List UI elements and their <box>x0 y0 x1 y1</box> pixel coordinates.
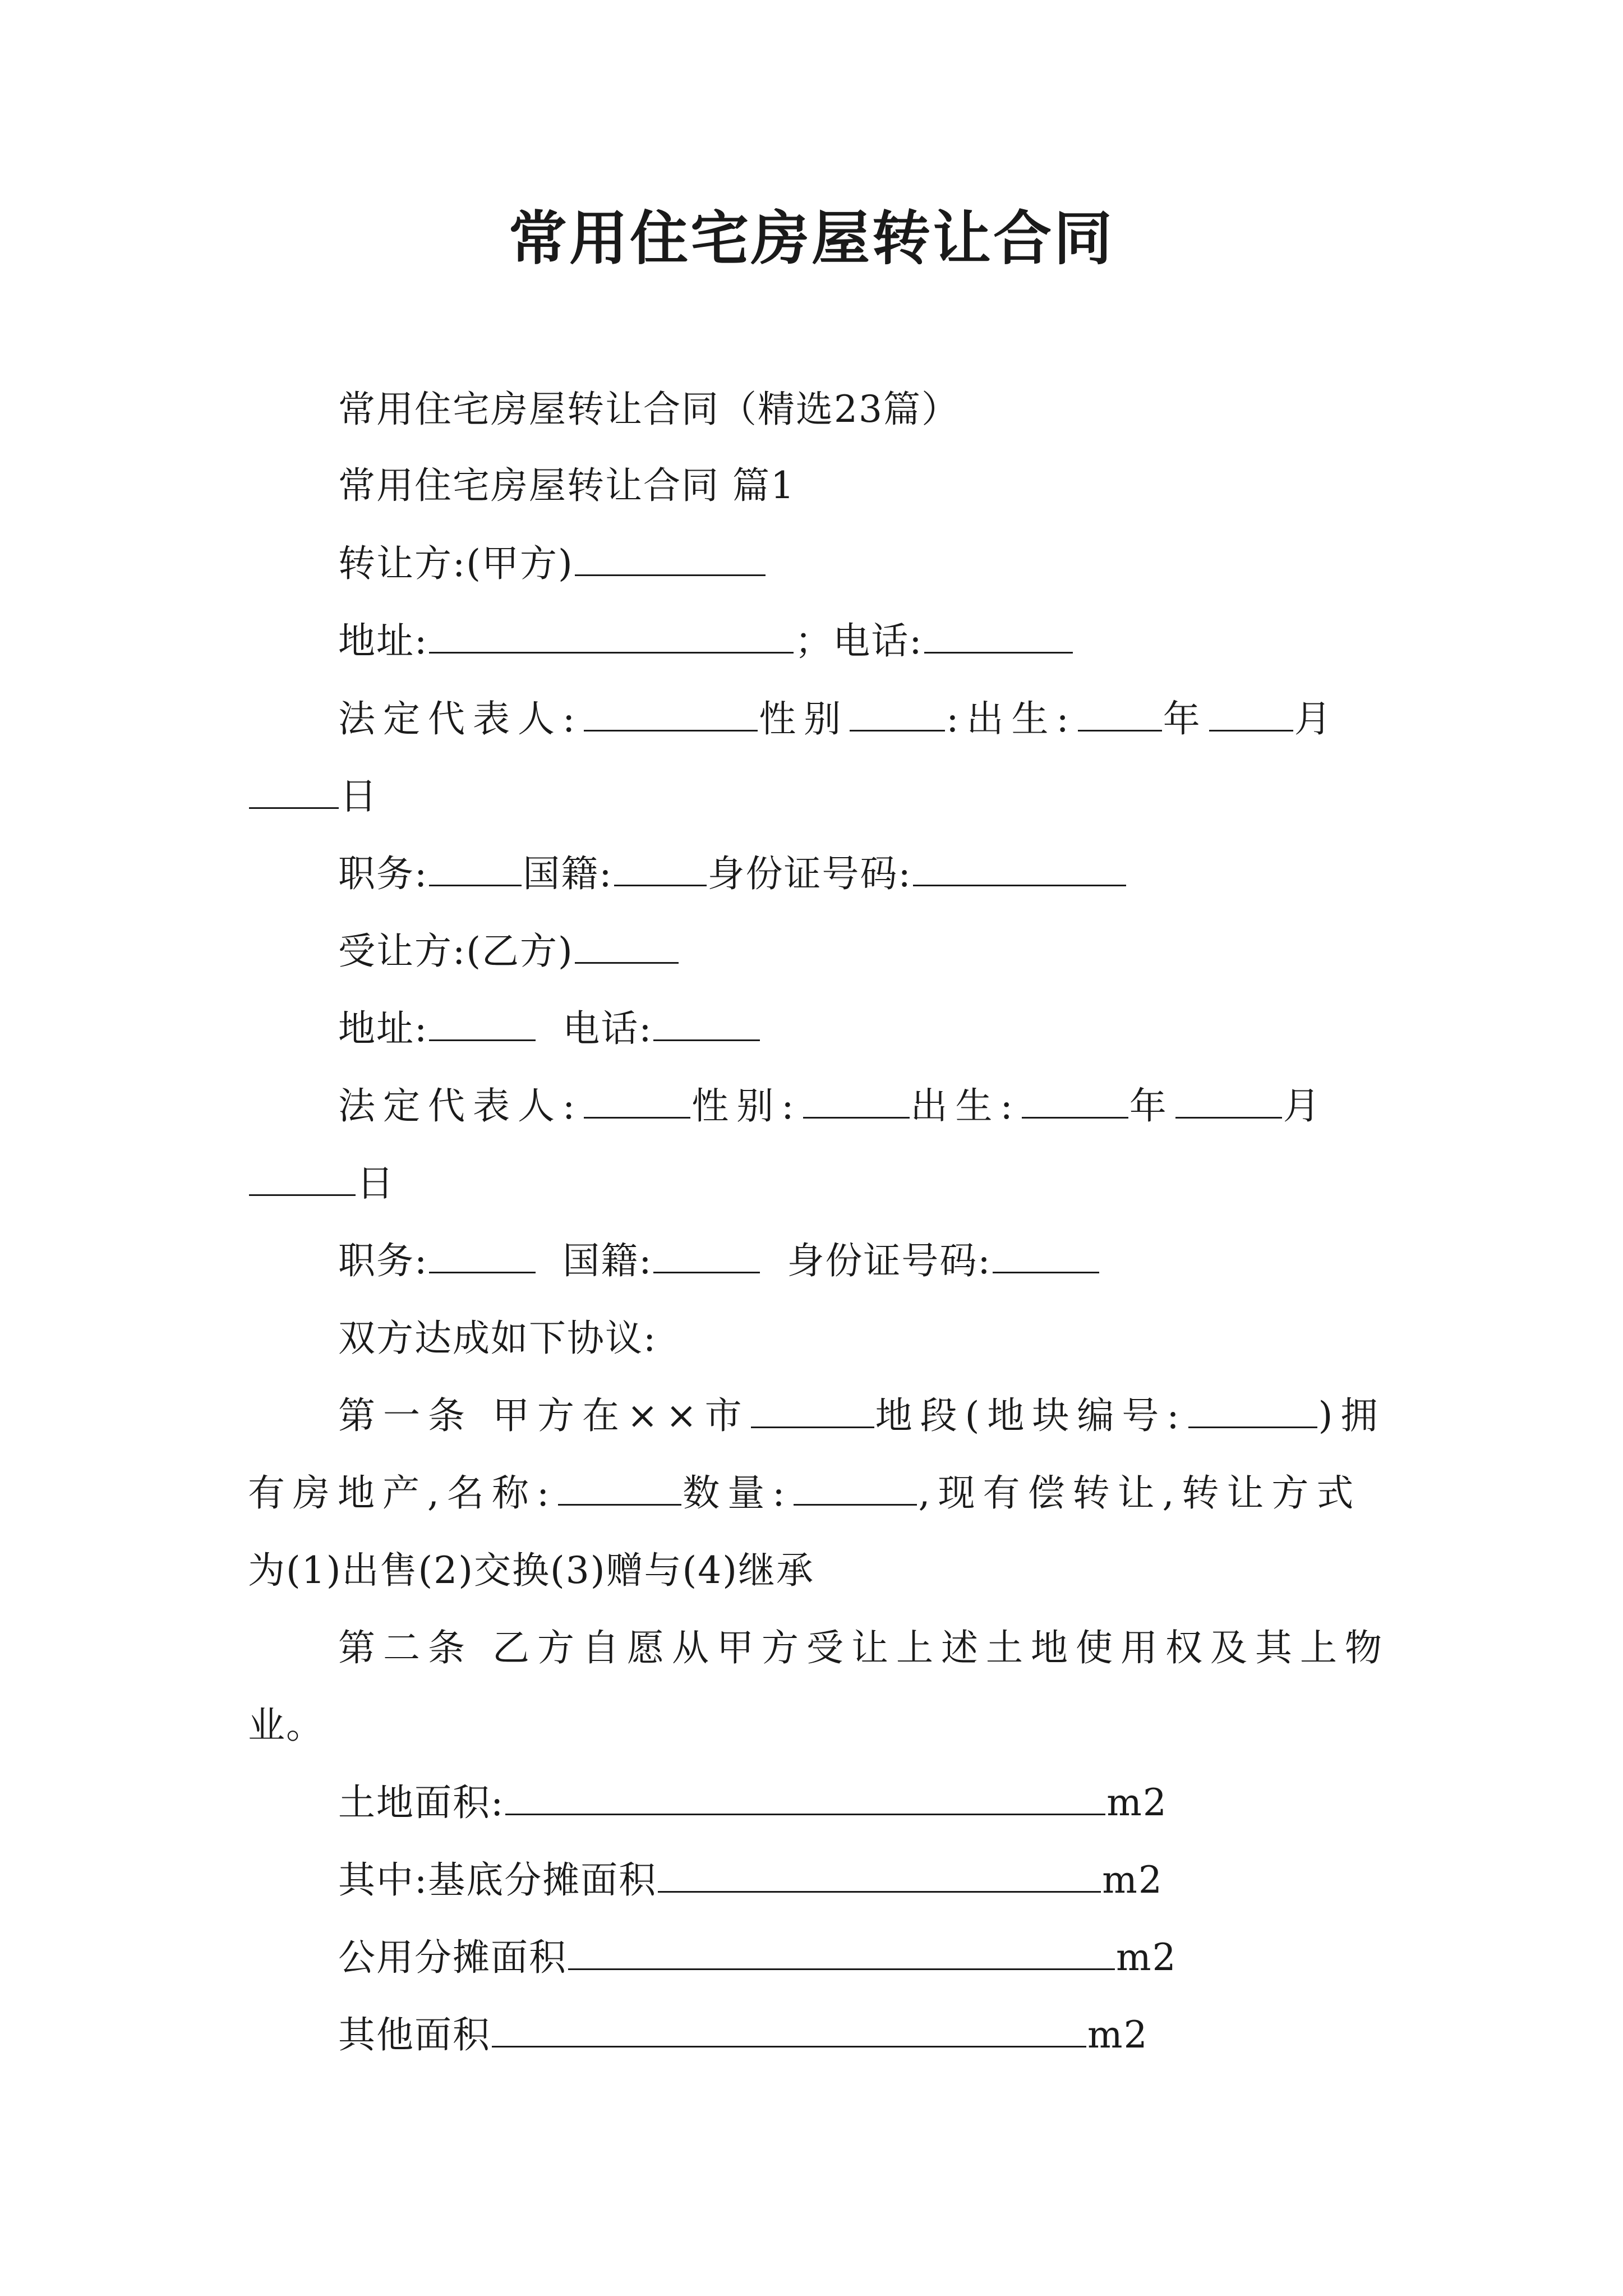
section-heading: 常用住宅房屋转让合同 篇1 <box>338 464 795 507</box>
transferee-position-blank <box>429 1237 536 1273</box>
transferee-phone-label: 电话: <box>562 1007 653 1050</box>
article1-parcel-blank <box>1188 1392 1317 1428</box>
other-area-blank <box>492 2011 1086 2047</box>
transferor-name-blank <box>575 540 766 576</box>
transferee-position-line <box>338 1233 1100 1289</box>
article1-part-c: )拥 <box>1318 1394 1386 1437</box>
document-title: 常用住宅房屋转让合同 <box>508 204 1114 273</box>
transferee-day-blank <box>249 1159 356 1196</box>
transferee-id-label: 身份证号码: <box>787 1239 992 1282</box>
article1-part-b: 地段(地块编号: <box>875 1394 1187 1437</box>
transferee-rep-blank <box>584 1082 690 1119</box>
article1-name-blank <box>558 1469 681 1506</box>
transferee-label: 受让方:(乙方) <box>338 930 574 973</box>
transferor-position-line <box>338 846 1127 902</box>
transferee-address-label: 地址: <box>338 1007 428 1050</box>
public-area-blank <box>568 1934 1115 1970</box>
transferee-rep-label: 法定代表人: <box>338 1084 583 1128</box>
base-area-unit: m2 <box>1102 1858 1163 1902</box>
article1-quantity-blank <box>794 1469 917 1506</box>
document-subtitle: 常用住宅房屋转让合同（精选23篇） <box>338 388 960 431</box>
transferor-gender-blank <box>850 695 945 731</box>
transferor-month-label: 月 <box>1294 697 1339 740</box>
transferee-address-blank <box>429 1005 536 1041</box>
other-area-line <box>338 2007 1149 2063</box>
base-area-line <box>338 1852 1163 1908</box>
separator: ； <box>795 619 833 662</box>
transferor-year-blank <box>1078 695 1162 731</box>
land-area-label: 土地面积: <box>338 1781 505 1824</box>
article1-part-f: ,现有偿转让,转让方式 <box>918 1471 1362 1515</box>
public-area-label: 公用分摊面积 <box>338 1936 567 1979</box>
transferor-gender-label: 性别 <box>759 697 849 740</box>
other-area-label: 其他面积 <box>338 2013 491 2056</box>
transferor-month-blank <box>1209 695 1293 731</box>
transferor-birth-label: :出生: <box>946 697 1077 740</box>
transferee-year-blank <box>1022 1082 1128 1119</box>
public-area-unit: m2 <box>1116 1936 1177 1979</box>
transferee-day-label: 日 <box>357 1162 395 1205</box>
transferor-address-label: 地址: <box>338 619 428 662</box>
transferor-position-label: 职务: <box>338 852 428 895</box>
transferor-label: 转让方:(甲方) <box>338 542 574 585</box>
base-area-blank <box>658 1856 1101 1893</box>
transferor-id-label: 身份证号码: <box>707 852 912 895</box>
land-area-unit: m2 <box>1106 1781 1168 1824</box>
transferee-birth-label: 出生: <box>910 1084 1021 1128</box>
transferee-day-line <box>248 1156 395 1212</box>
article2-line1: 第二条 乙方自愿从甲方受让上述土地使用权及其上物 <box>338 1626 1390 1669</box>
transferor-nationality-label: 国籍: <box>523 852 613 895</box>
transferor-day-line <box>248 769 378 825</box>
transferor-rep-blank <box>584 695 758 731</box>
transferee-position-label: 职务: <box>338 1239 428 1282</box>
article1-line2 <box>248 1465 1361 1521</box>
transferee-line <box>338 923 680 979</box>
transferee-id-blank <box>993 1237 1099 1273</box>
transferor-position-blank <box>429 850 522 886</box>
article1-part-e: 数量: <box>683 1471 793 1515</box>
article1-line3: 为(1)出售(2)交换(3)赠与(4)继承 <box>248 1549 814 1592</box>
transferor-rep-label: 法定代表人: <box>338 697 583 740</box>
transferor-address-line <box>338 613 1074 669</box>
article1-district-blank <box>751 1392 874 1428</box>
article1-part-d: 有房地产,名称: <box>248 1471 557 1515</box>
land-area-line <box>338 1775 1168 1831</box>
article2-line2: 业。 <box>248 1704 324 1747</box>
other-area-unit: m2 <box>1087 2013 1149 2056</box>
public-area-line <box>338 1930 1177 1986</box>
transferee-month-blank <box>1175 1082 1282 1119</box>
transferor-phone-blank <box>924 617 1073 654</box>
transferee-phone-blank <box>653 1005 760 1041</box>
article1-part-a: 第一条 甲方在××市 <box>338 1394 750 1437</box>
article1-line1 <box>338 1388 1385 1444</box>
land-area-blank <box>505 1779 1105 1815</box>
transferor-address-blank <box>429 617 794 654</box>
transferee-nationality-blank <box>653 1237 760 1273</box>
transferor-nationality-blank <box>614 850 707 886</box>
base-area-label: 其中:基底分摊面积 <box>338 1858 657 1902</box>
transferee-gender-blank <box>803 1082 910 1119</box>
transferor-day-label: 日 <box>340 775 378 818</box>
transferee-rep-line <box>338 1078 1328 1134</box>
transferor-rep-line <box>338 691 1339 747</box>
transferor-line <box>338 536 767 592</box>
agreement-intro: 双方达成如下协议: <box>338 1317 657 1360</box>
transferee-year-label: 年 <box>1129 1084 1174 1128</box>
transferee-name-blank <box>575 927 679 964</box>
transferor-day-blank <box>249 772 339 809</box>
transferee-month-label: 月 <box>1283 1084 1328 1128</box>
transferee-gender-label: 性别: <box>691 1084 802 1128</box>
transferor-phone-label: 电话: <box>833 619 923 662</box>
transferee-nationality-label: 国籍: <box>562 1239 653 1282</box>
transferee-address-line <box>338 1001 761 1057</box>
transferor-id-blank <box>913 850 1126 886</box>
transferor-year-label: 年 <box>1163 697 1208 740</box>
